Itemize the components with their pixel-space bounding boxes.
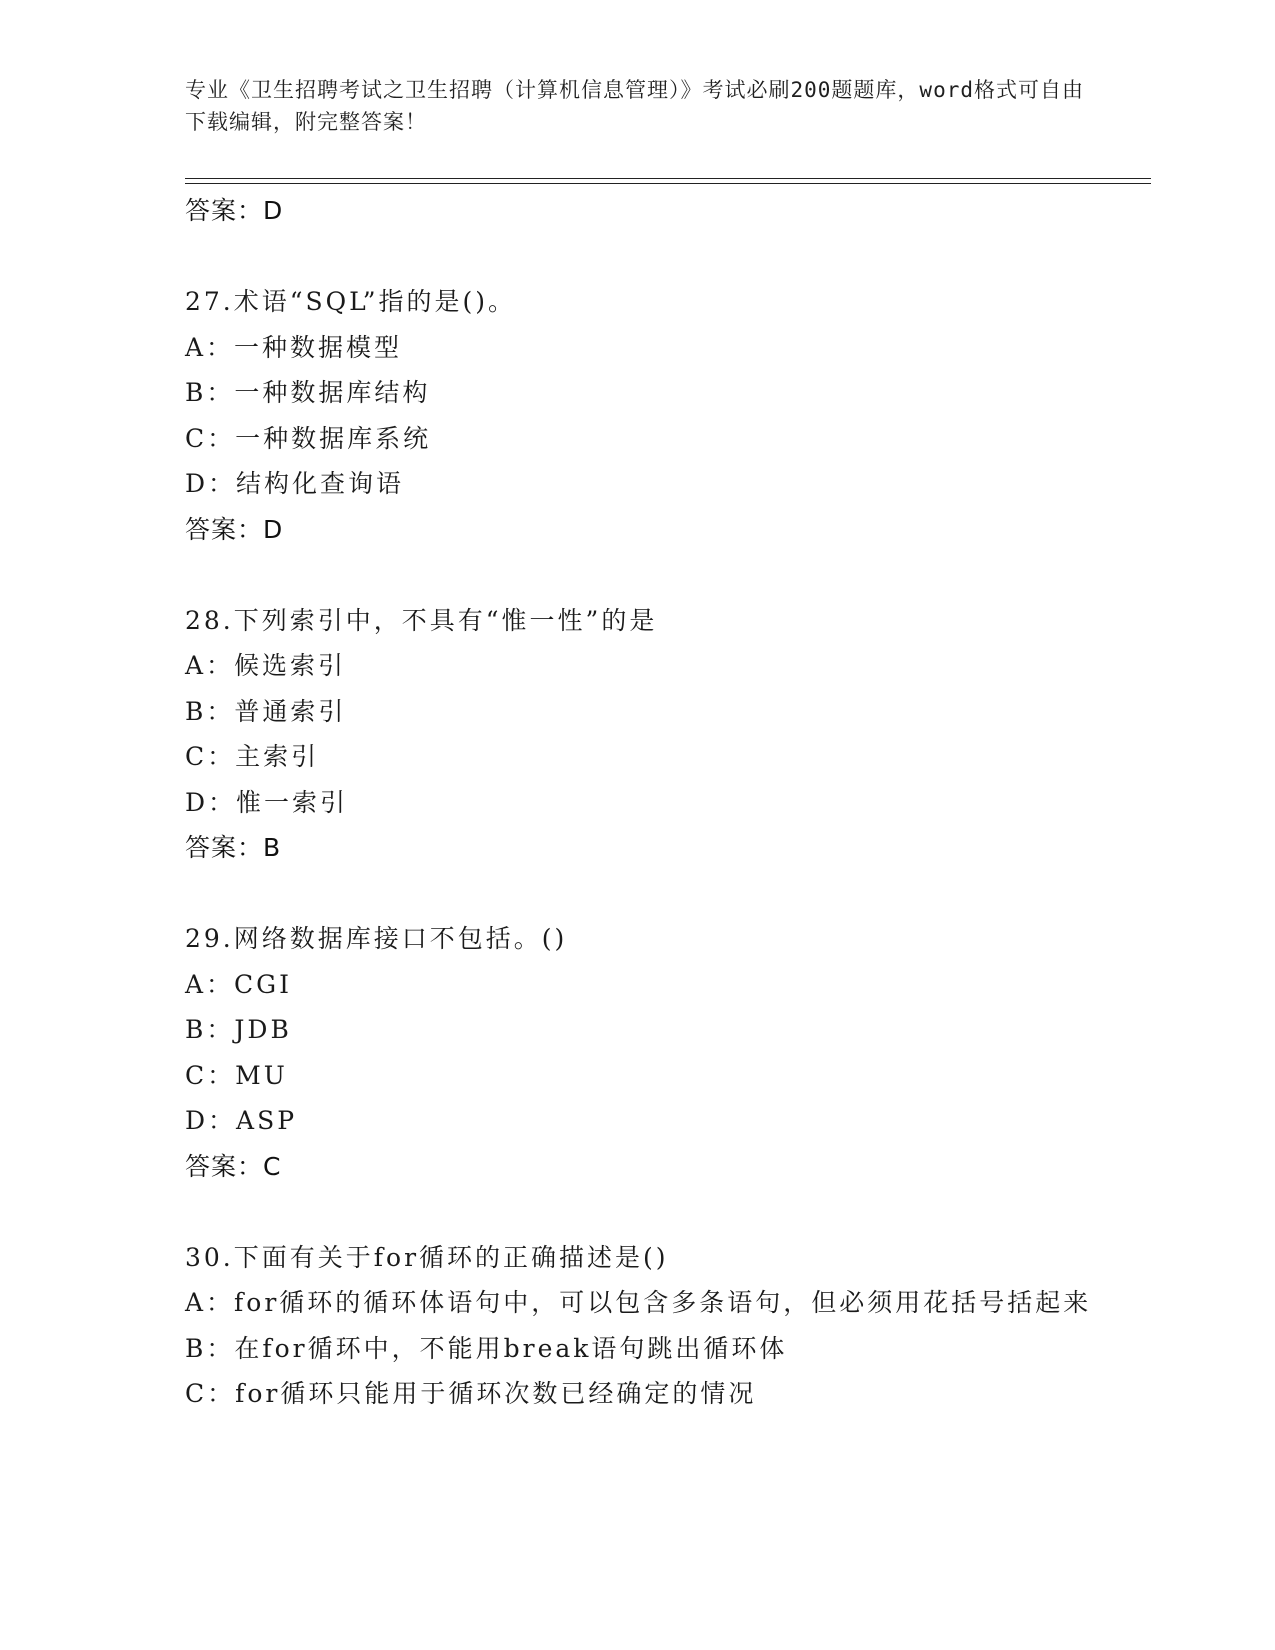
question-29-option-b: B：JDB: [185, 1015, 292, 1044]
question-27-option-d: D：结构化查询语: [185, 469, 405, 498]
answer-line: 答案：D: [185, 196, 284, 225]
question-28-option-a: A：候选索引: [185, 651, 347, 680]
question-28-text: 28.下列索引中，不具有“惟一性”的是: [185, 605, 658, 635]
question-list: [185, 188, 1105, 1417]
question-30-text: 30.下面有关于for循环的正确描述是(): [185, 1242, 669, 1272]
question-30-option-b: B：在for循环中，不能用break语句跳出循环体: [185, 1333, 788, 1363]
question-29-option-c: C：MU: [185, 1060, 288, 1090]
document-header-title: 专业《卫生招聘考试之卫生招聘（计算机信息管理）》考试必刷200题题库，word格式可自由下载编辑，附完整答案！: [185, 78, 1084, 134]
question-30-option-c: C：for循环只能用于循环次数已经确定的情况: [185, 1379, 757, 1408]
question-28-option-c: C：主索引: [185, 742, 320, 771]
question-27-text: 27.术语“SQL”指的是()。: [185, 287, 517, 316]
question-29-option-d: D：ASP: [185, 1106, 298, 1135]
spacer: [185, 870, 1105, 916]
question-29-option-a: A：CGI: [185, 969, 293, 999]
question-29-answer: 答案：C: [185, 1151, 282, 1181]
question-27-option-b: B：一种数据库结构: [185, 378, 431, 407]
header-divider-top: [185, 178, 1151, 179]
question-28-answer: 答案：B: [185, 833, 282, 862]
question-28-option-b: B：普通索引: [185, 696, 347, 726]
question-27-answer: 答案：D: [185, 514, 284, 544]
spacer: [185, 1189, 1105, 1235]
question-27-option-c: C：一种数据库系统: [185, 423, 432, 453]
question-27-option-a: A：一种数据模型: [185, 332, 403, 362]
header-divider-bottom: [185, 183, 1151, 184]
question-28-option-d: D：惟一索引: [185, 787, 349, 817]
spacer: [185, 552, 1105, 598]
question-29-text: 29.网络数据库接口不包括。(): [185, 924, 568, 953]
question-30-option-a: A：for循环的循环体语句中，可以包含多条语句，但必须用花括号括起来: [185, 1288, 1092, 1317]
spacer: [185, 233, 1105, 279]
